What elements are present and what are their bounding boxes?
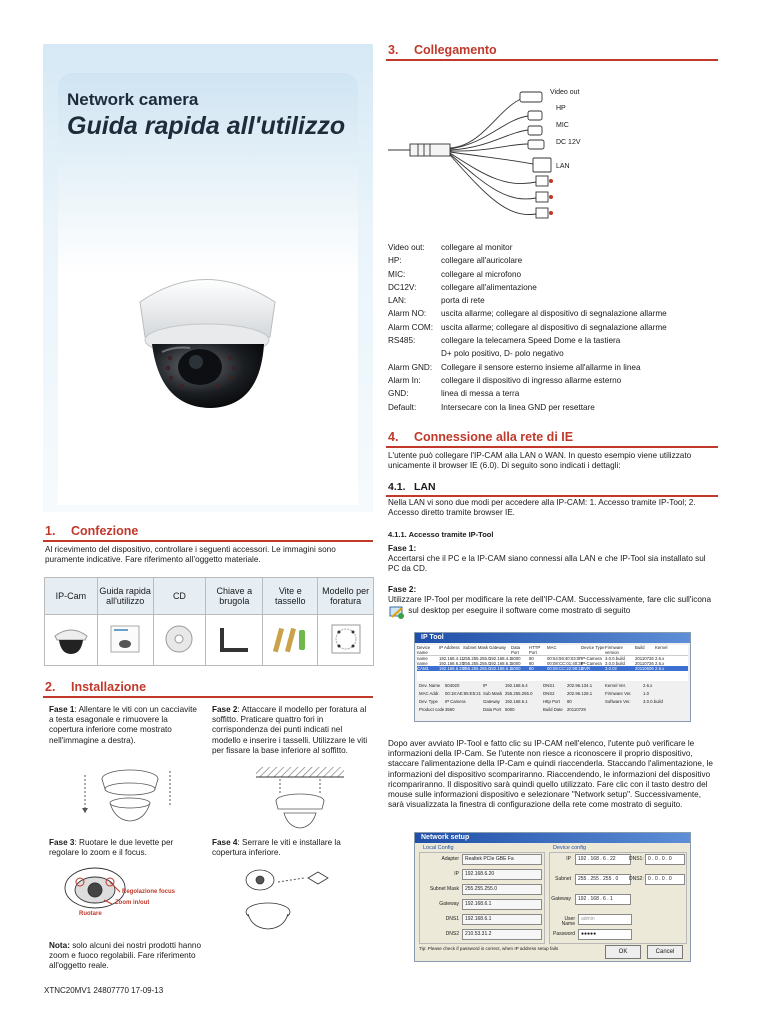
- cover-subtitle: Guida rapida all'utilizzo: [67, 112, 346, 140]
- connector-definitions: [388, 241, 718, 414]
- footer-code: XTNC20MV1 24807770 17-09-13: [44, 986, 164, 995]
- device-dns1-label: DNS1:: [629, 856, 644, 862]
- local-subnet-value: 255.255.255.0: [462, 884, 542, 895]
- local-dns2-label: DNS2: [445, 931, 459, 937]
- section-1-heading: 1. Confezione: [45, 524, 139, 538]
- pkg-template-image: [318, 615, 374, 666]
- pkg-item-cd: CD: [153, 578, 206, 615]
- def-row: DC12V: collegare all'alimentazione: [388, 282, 537, 292]
- iptool-title: IP Tool: [415, 633, 690, 643]
- device-gateway-input[interactable]: 192 . 168 . 6 . 1: [575, 894, 631, 905]
- section-1-intro: Al ricevimento del dispositivo, controllare i seguenti accessori. Le immagini sono puramente indicative. Fare riferimento all’oggetto materiale.: [45, 545, 336, 565]
- step-2-text: Fase 2: Attaccare il modello per foratura al soffitto. Praticare quattro fori in corrispondenza dei punti indicati nel modello e inserire i tasselli. Utilizzare le viti per fissare la base inferiore al soffitto.: [212, 705, 368, 755]
- pkg-guide-image: [97, 615, 153, 666]
- package-contents-table: [44, 577, 374, 666]
- def-row: MIC: collegare al microfono: [388, 269, 522, 279]
- local-dns1-label: DNS1: [445, 916, 459, 922]
- network-setup-tip: Tip: Please check if password is correct, when IP address setup fails: [419, 946, 559, 951]
- section-4-intro: L'utente può collegare l'IP-CAM alla LAN o WAN. In questo esempio viene utilizzato unicamente il browser IE (6.0). Di seguito sono indicati i dettagli:: [388, 451, 692, 471]
- section-4-rule: [386, 446, 718, 448]
- def-row: RS485: collegare la telecamera Speed Dome e la tastiera: [388, 336, 621, 346]
- device-config-label: Device config: [553, 845, 587, 851]
- step-2-drawing: [250, 765, 350, 831]
- def-row: Video out: collegare al monitor: [388, 243, 513, 252]
- diagram-label-lan: LAN: [556, 163, 570, 170]
- iptool-device-list[interactable]: [417, 645, 688, 681]
- step-3-text: Fase 3: Ruotare le due levette per regolare lo zoom e il focus.: [49, 838, 174, 858]
- pkg-ipcam-image: [45, 615, 98, 666]
- section-4-heading: 4. Connessione alla rete di IE: [388, 430, 574, 444]
- lan-text: Nella LAN vi sono due modi per accedere alla IP-CAM: 1. Accesso tramite IP-Tool; 2. Accesso diretto tramite browser IE.: [388, 498, 696, 518]
- step-4-drawing: [238, 862, 353, 932]
- callout-focus: Regolazione focus: [122, 889, 176, 895]
- password-label: Password: [553, 931, 575, 937]
- device-dns2-input[interactable]: 0 . 0 . 0 . 0: [645, 874, 685, 885]
- section-1-rule: [43, 540, 373, 542]
- device-ip-label: IP: [566, 856, 571, 862]
- section-2-rule: [43, 696, 373, 698]
- phase-2-text: Fase 2: Utilizzare IP-Tool per modificare la rete dell'IP-CAM. Successivamente, fare clic sull'icona sul desktop per eseguire il software come mostrato di seguito: [388, 585, 718, 617]
- step-1-drawing: [75, 765, 180, 825]
- cancel-button[interactable]: Cancel: [647, 945, 683, 959]
- pkg-item-screws: Vite e tassello: [263, 578, 318, 615]
- pkg-item-allen-key: Chiave a brugola: [206, 578, 263, 615]
- adapter-value: Realtek PCIe GBE Fa: [462, 854, 542, 865]
- local-dns2-value: 210.53.31.2: [462, 929, 542, 940]
- info-row: Dev. Name 504020 IP 192.168.6.4 DNS1 202.96.134.1 Kernel Ver. 2.6.x: [419, 683, 653, 688]
- iptool-device-info: [419, 683, 686, 712]
- password-input[interactable]: ●●●●●: [578, 929, 632, 940]
- local-ip-label: IP: [454, 871, 459, 877]
- username-input[interactable]: admin: [578, 914, 632, 925]
- table-row[interactable]: name 192.168.6.20 255.255.255.0 192.168.6.1 5000 80 00:08:CC:01:40:3F IP-Camera 3.0.0.build 20110726 2.6.x: [417, 661, 665, 666]
- section-3-rule: [386, 59, 718, 61]
- section-3-heading: 3. Collegamento: [388, 43, 497, 57]
- def-row: Default: Intersecare con la linea GND per resettare: [388, 402, 595, 412]
- step-1-text: Fase 1: Allentare le viti con un cacciavite a testa esagonale e rimuovere la copertura inferiore come mostrato nell'immagine a destra).: [49, 705, 197, 745]
- diagram-label-mic: MIC: [556, 122, 569, 129]
- local-gateway-value: 192.168.6.1: [462, 899, 542, 910]
- def-row: D+ polo positivo, D- polo negativo: [441, 349, 564, 359]
- diagram-label-dc12v: DC 12V: [556, 139, 581, 146]
- after-iptool-text: Dopo aver avviato IP-Tool e fatto clic su IP-CAM nell'elenco, l'utente può verificare le informazioni della IP-Cam. Se l'utente non riesce a riconoscere il proprio dispositivo, staccare l'alimentazione della IP-Cam e quindi riaccenderla. Staccando l'alimentazione, le informazioni del dispositivo scompariranno. Riaccendendo, le informazioni del dispositivo ricompariranno. Il dispositivo sarà quindi quello utilizzato. Fare clic con il tasto destro del mouse sulle informazioni dispositivo e selezionare "Network setup". Successivamente, sarà visualizzata la finestra di configurazione della rete come mostrato di seguito.: [388, 739, 713, 810]
- pkg-cd-image: [153, 615, 206, 666]
- def-row: Alarm In: collegare il dispositivo di ingresso allarme esterno: [388, 375, 622, 385]
- step-4-text: Fase 4: Serrare le viti e installare la copertura inferiore.: [212, 838, 341, 858]
- def-row: GND: linea di messa a terra: [388, 389, 520, 399]
- info-row: MAC Addr. 00:18:AE:85:E5:21 Sub Mask 255.255.255.0 DNS2 202.96.128.1 Firmware Ver. 1.0: [419, 691, 649, 696]
- phase-1-text: Fase 1: Accertarsi che il PC e la IP-CAM siano connessi alla LAN e che IP-Tool sia installato sul PC da CD.: [388, 544, 706, 574]
- def-row: Alarm COM: uscita allarme; collegare al dispositivo di segnalazione allarme: [388, 322, 667, 332]
- diagram-label-hp: HP: [556, 105, 566, 112]
- device-dns1-input[interactable]: 0 . 0 . 0 . 0: [645, 854, 685, 865]
- device-subnet-input[interactable]: 255 . 255 . 255 . 0: [575, 874, 631, 885]
- local-config-label: Local Config: [423, 845, 454, 851]
- network-setup-window: [414, 832, 691, 962]
- pkg-item-ipcam: IP-Cam: [45, 578, 98, 615]
- adapter-label: Adapter: [441, 856, 459, 862]
- device-dns2-label: DNS2:: [629, 876, 644, 882]
- pkg-screws-image: [263, 615, 318, 666]
- device-ip-input[interactable]: 192 . 168 . 6 . 22: [575, 854, 631, 865]
- subsection-4-1-heading: 4.1. LAN: [388, 481, 436, 493]
- section-2-heading: 2. Installazione: [45, 680, 147, 694]
- iptool-list-header: Device name IP Address Subnet Mask Gateway Data Port HTTP Port MAC Device Type Firmware version Build Kernel: [417, 645, 688, 656]
- def-row: LAN: porta di rete: [388, 296, 485, 306]
- table-row[interactable]: name 192.168.4.11 255.255.255.0 192.168.4.1 5000 80 00:54:59:40:03:0F IP-Camera 3.0.0.build 20110726 2.6.x: [417, 656, 665, 661]
- username-label: User Name: [561, 916, 575, 927]
- local-ip-value: 192.168.6.20: [462, 869, 542, 880]
- dome-camera-image: [130, 262, 285, 412]
- pkg-allen-key-image: [206, 615, 263, 666]
- cover-title: Network camera: [67, 90, 199, 109]
- local-gateway-label: Gateway: [439, 901, 459, 907]
- device-subnet-label: Subnet: [555, 876, 571, 882]
- pkg-item-guide: Guida rapida all'utilizzo: [97, 578, 153, 615]
- info-row: Product code 3560 Data Port 5000 Build Date 20110729: [419, 707, 586, 712]
- iptool-window: [414, 632, 691, 722]
- info-row: Dev. Type IP Camera Gateway 192.168.6.1 Http Port 80 Software Ver. 3.0.0.build: [419, 699, 663, 704]
- def-row: Alarm GND: Collegare il sensore esterno insieme all'allarme in linea: [388, 362, 641, 372]
- subsection-4-1-1-heading: 4.1.1. Accesso tramite IP-Tool: [388, 530, 494, 539]
- device-gateway-label: Gateway: [551, 896, 571, 902]
- table-row-selected[interactable]: CAM1 192.168.6.207 255.255.255.0 192.168.6.1 5000 80 00:08:CC:22:98:13 DVR 3.0.02 20110606 2.6.x: [417, 666, 688, 671]
- cable-diagram: [388, 78, 588, 238]
- iptool-desktop-icon: [388, 605, 406, 617]
- local-subnet-label: Subnet Mask: [429, 886, 459, 892]
- note-text: Nota: solo alcuni dei nostri prodotti hanno zoom e fuoco regolabili. Fare riferimento all'oggetto reale.: [49, 941, 202, 971]
- local-dns1-value: 192.168.6.1: [462, 914, 542, 925]
- ok-button[interactable]: OK: [605, 945, 641, 959]
- diagram-label-video-out: Video out: [550, 89, 580, 96]
- def-row: Alarm NO: uscita allarme; collegare al dispositivo di segnalazione allarme: [388, 309, 667, 319]
- subsection-4-1-rule: [386, 495, 718, 497]
- pkg-item-template: Modello per foratura: [318, 578, 374, 615]
- def-row: HP: collegare all'auricolare: [388, 256, 523, 266]
- callout-rotate: Ruotare: [79, 911, 102, 917]
- callout-zoom: Zoom in/out: [115, 900, 150, 906]
- network-setup-title: Network setup: [415, 833, 690, 843]
